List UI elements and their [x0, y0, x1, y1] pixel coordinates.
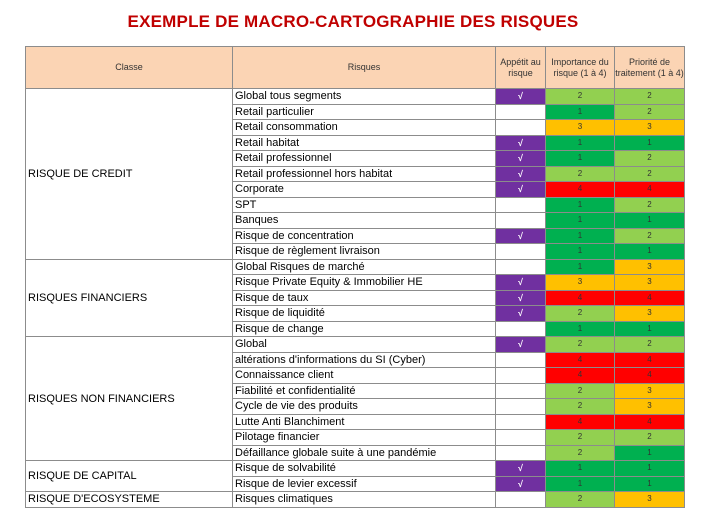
- importance-cell: 4: [546, 182, 615, 198]
- priorite-cell: 4: [615, 352, 685, 368]
- appetit-cell: √: [496, 151, 546, 167]
- table-row: [26, 461, 685, 477]
- risque-cell: Retail professionnel hors habitat: [233, 166, 496, 182]
- importance-cell: 2: [546, 306, 615, 322]
- priorite-cell: 1: [615, 461, 685, 477]
- risque-cell: Corporate: [233, 182, 496, 198]
- classe-cell: RISQUE DE CAPITAL: [26, 461, 233, 492]
- risque-cell: Risques climatiques: [233, 492, 496, 508]
- risque-cell: Fiabilité et confidentialité: [233, 383, 496, 399]
- importance-cell: 2: [546, 445, 615, 461]
- table-row: [26, 337, 685, 353]
- priorite-cell: 2: [615, 197, 685, 213]
- priorite-cell: 3: [615, 120, 685, 136]
- importance-cell: 1: [546, 461, 615, 477]
- importance-cell: 1: [546, 104, 615, 120]
- risque-cell: Risque de solvabilité: [233, 461, 496, 477]
- importance-cell: 2: [546, 89, 615, 105]
- priorite-cell: 3: [615, 259, 685, 275]
- appetit-cell: [496, 492, 546, 508]
- appetit-cell: [496, 430, 546, 446]
- priorite-cell: 2: [615, 104, 685, 120]
- importance-cell: 4: [546, 414, 615, 430]
- appetit-cell: [496, 213, 546, 229]
- appetit-cell: [496, 120, 546, 136]
- risque-cell: Risque de taux: [233, 290, 496, 306]
- importance-cell: 1: [546, 244, 615, 260]
- priorite-cell: 3: [615, 399, 685, 415]
- appetit-cell: √: [496, 337, 546, 353]
- appetit-cell: √: [496, 461, 546, 477]
- risque-cell: Risque de règlement livraison: [233, 244, 496, 260]
- risque-cell: Retail professionnel: [233, 151, 496, 167]
- risque-cell: Risque de concentration: [233, 228, 496, 244]
- priorite-cell: 3: [615, 275, 685, 291]
- appetit-cell: √: [496, 182, 546, 198]
- risque-cell: Connaissance client: [233, 368, 496, 384]
- appetit-cell: [496, 321, 546, 337]
- importance-cell: 1: [546, 197, 615, 213]
- importance-cell: 2: [546, 383, 615, 399]
- importance-cell: 1: [546, 228, 615, 244]
- header-classe: Classe: [26, 47, 233, 89]
- appetit-cell: [496, 368, 546, 384]
- priorite-cell: 2: [615, 151, 685, 167]
- priorite-cell: 3: [615, 306, 685, 322]
- priorite-cell: 2: [615, 337, 685, 353]
- importance-cell: 2: [546, 492, 615, 508]
- table-row: [26, 89, 685, 105]
- header-risques: Risques: [233, 47, 496, 89]
- appetit-cell: √: [496, 89, 546, 105]
- appetit-cell: √: [496, 166, 546, 182]
- risque-cell: SPT: [233, 197, 496, 213]
- risque-cell: Banques: [233, 213, 496, 229]
- importance-cell: 1: [546, 259, 615, 275]
- risque-cell: Lutte Anti Blanchiment: [233, 414, 496, 430]
- appetit-cell: [496, 383, 546, 399]
- risque-cell: Risque de levier excessif: [233, 476, 496, 492]
- appetit-cell: [496, 399, 546, 415]
- priorite-cell: 1: [615, 135, 685, 151]
- appetit-cell: [496, 352, 546, 368]
- priorite-cell: 3: [615, 383, 685, 399]
- page-title: EXEMPLE DE MACRO-CARTOGRAPHIE DES RISQUES: [127, 12, 579, 31]
- importance-cell: 2: [546, 166, 615, 182]
- importance-cell: 2: [546, 430, 615, 446]
- priorite-cell: 2: [615, 430, 685, 446]
- risque-cell: Global Risques de marché: [233, 259, 496, 275]
- risque-cell: Défaillance globale suite à une pandémie: [233, 445, 496, 461]
- classe-cell: RISQUES NON FINANCIERS: [26, 337, 233, 461]
- classe-cell: RISQUES FINANCIERS: [26, 259, 233, 337]
- table-row: [26, 259, 685, 275]
- appetit-cell: [496, 197, 546, 213]
- risque-cell: Cycle de vie des produits: [233, 399, 496, 415]
- priorite-cell: 1: [615, 476, 685, 492]
- risque-cell: Retail consommation: [233, 120, 496, 136]
- risque-cell: Global: [233, 337, 496, 353]
- priorite-cell: 4: [615, 182, 685, 198]
- risk-map-table: [25, 46, 685, 508]
- header-importance: Importance du risque (1 à 4): [546, 47, 615, 89]
- appetit-cell: √: [496, 290, 546, 306]
- priorite-cell: 3: [615, 492, 685, 508]
- table-row: [26, 492, 685, 508]
- importance-cell: 1: [546, 135, 615, 151]
- appetit-cell: √: [496, 135, 546, 151]
- appetit-cell: √: [496, 228, 546, 244]
- importance-cell: 3: [546, 120, 615, 136]
- appetit-cell: [496, 445, 546, 461]
- risque-cell: Global tous segments: [233, 89, 496, 105]
- priorite-cell: 1: [615, 213, 685, 229]
- header-row: [26, 47, 685, 89]
- risque-cell: Retail particulier: [233, 104, 496, 120]
- appetit-cell: √: [496, 476, 546, 492]
- priorite-cell: 1: [615, 321, 685, 337]
- classe-cell: RISQUE D'ECOSYSTEME: [26, 492, 233, 508]
- appetit-cell: [496, 104, 546, 120]
- importance-cell: 4: [546, 368, 615, 384]
- importance-cell: 1: [546, 151, 615, 167]
- priorite-cell: 2: [615, 166, 685, 182]
- risque-cell: Risque de change: [233, 321, 496, 337]
- risque-cell: Risque de liquidité: [233, 306, 496, 322]
- importance-cell: 1: [546, 321, 615, 337]
- appetit-cell: √: [496, 306, 546, 322]
- priorite-cell: 4: [615, 368, 685, 384]
- appetit-cell: √: [496, 275, 546, 291]
- table-body: [26, 89, 685, 508]
- appetit-cell: [496, 259, 546, 275]
- appetit-cell: [496, 414, 546, 430]
- importance-cell: 1: [546, 213, 615, 229]
- priorite-cell: 2: [615, 228, 685, 244]
- importance-cell: 4: [546, 290, 615, 306]
- classe-cell: RISQUE DE CREDIT: [26, 89, 233, 260]
- risque-cell: Retail habitat: [233, 135, 496, 151]
- priorite-cell: 1: [615, 445, 685, 461]
- priorite-cell: 4: [615, 414, 685, 430]
- appetit-cell: [496, 244, 546, 260]
- importance-cell: 1: [546, 476, 615, 492]
- risque-cell: altérations d'informations du SI (Cyber): [233, 352, 496, 368]
- priorite-cell: 1: [615, 244, 685, 260]
- importance-cell: 2: [546, 399, 615, 415]
- importance-cell: 2: [546, 337, 615, 353]
- importance-cell: 3: [546, 275, 615, 291]
- risque-cell: Risque Private Equity & Immobilier HE: [233, 275, 496, 291]
- priorite-cell: 4: [615, 290, 685, 306]
- header-appetit: Appétit au risque: [496, 47, 546, 89]
- importance-cell: 4: [546, 352, 615, 368]
- header-priorite: Priorité de traitement (1 à 4): [615, 47, 685, 89]
- priorite-cell: 2: [615, 89, 685, 105]
- risque-cell: Pilotage financier: [233, 430, 496, 446]
